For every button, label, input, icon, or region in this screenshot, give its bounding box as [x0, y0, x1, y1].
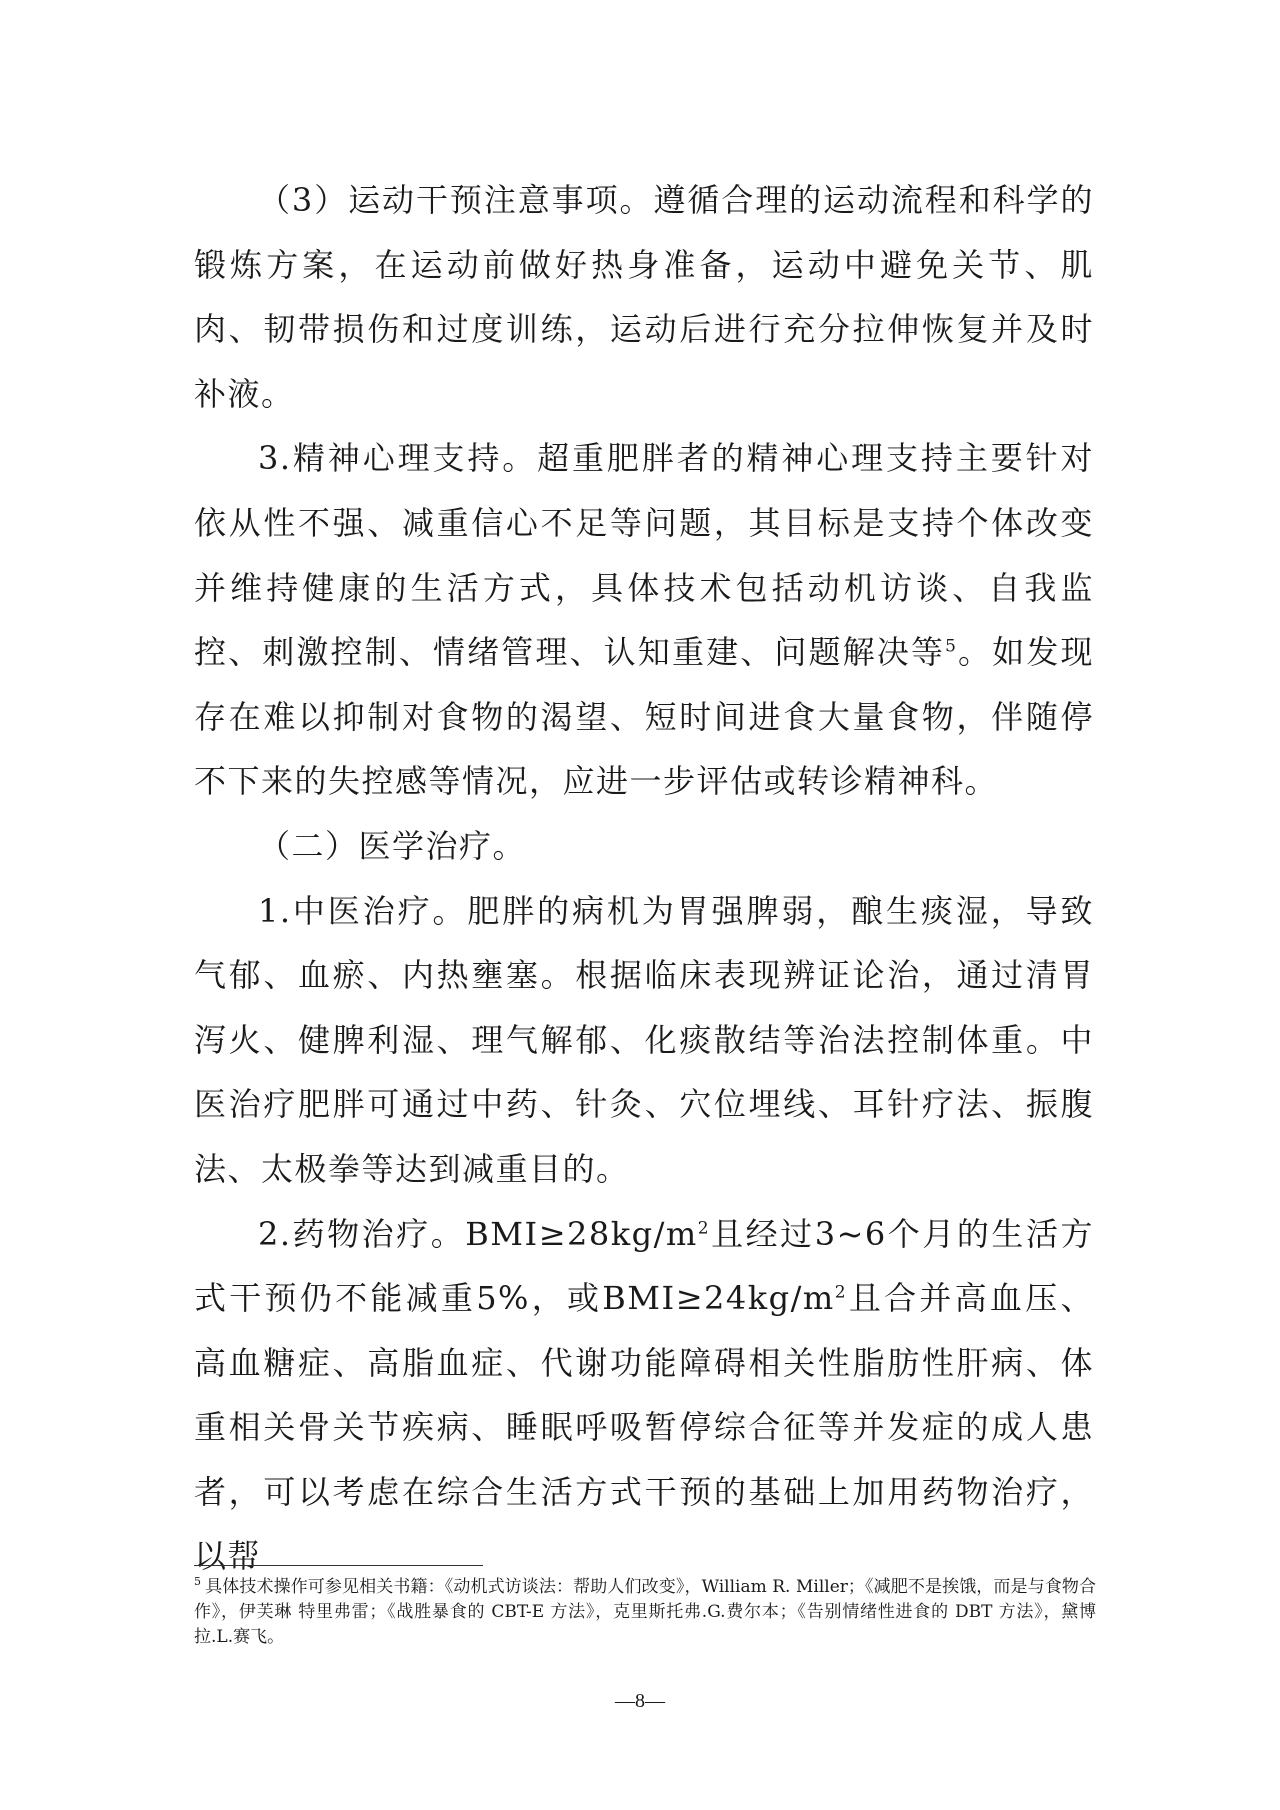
- paragraph-text: 。如发现存在难以抑制对食物的渴望、短时间进食大量食物，伴随停不下来的失控感等情况，应进一步评估或转诊精神科。: [194, 633, 1094, 801]
- footnote-marker: 5: [194, 1575, 201, 1589]
- paragraph-text: 且经过3~6个月的生活方式干预仍不能减重5%，或BMI≥24kg/m: [194, 1214, 1094, 1318]
- footnote-reference[interactable]: 5: [945, 636, 958, 657]
- footnote-text: 具体技术操作可参见相关书籍：《动机式访谈法：帮助人们改变》，William R. Miller；《减肥不是挨饿，而是与食物合作》，伊芙琳 特里弗雷；《战胜暴食的 CBT-E 方法》，克里斯托弗.G.费尔本；《告别情绪性进食的 DBT 方法》，黛博拉.L.赛飞。: [194, 1577, 1096, 1647]
- paragraph-text: 且合并高血压、高血糖症、高脂血症、代谢功能障碍相关性脂肪性肝病、体重相关骨关节疾病、睡眠呼吸暂停综合征等并发症的成人患者，可以考虑在综合生活方式干预的基础上加用药物治疗，以帮: [194, 1279, 1094, 1576]
- page-number: —8—: [615, 1690, 665, 1712]
- paragraph-text: 3.精神心理支持。超重肥胖者的精神心理支持主要针对依从性不强、减重信心不足等问题，其目标是支持个体改变并维持健康的生活方式，具体技术包括动机访谈、自我监控、刺激控制、情绪管理、认知重建、问题解决等: [194, 439, 1094, 672]
- superscript: 2: [697, 1217, 711, 1238]
- paragraph-exercise-precautions: [194, 168, 1094, 426]
- paragraph-tcm-treatment: [194, 879, 1094, 1202]
- superscript: 2: [834, 1282, 848, 1303]
- section-heading-medical-treatment: [194, 814, 1094, 879]
- footnote-divider: [194, 1565, 483, 1566]
- paragraph-text: 2.药物治疗。BMI≥28kg/m: [258, 1214, 698, 1253]
- paragraph-text: （3）运动干预注意事项。遵循合理的运动流程和科学的锻炼方案，在运动前做好热身准备，运动中避免关节、肌肉、韧带损伤和过度训练，运动后进行充分拉伸恢复并及时补液。: [194, 181, 1094, 413]
- paragraph-drug-treatment: [194, 1202, 1094, 1590]
- footnote: [194, 1575, 1096, 1650]
- body-text: [194, 168, 1094, 1589]
- paragraph-psychological-support: [194, 426, 1094, 814]
- paragraph-text: 1.中医治疗。肥胖的病机为胃强脾弱，酿生痰湿，导致气郁、血瘀、内热壅塞。根据临床表现辨证论治，通过清胃泻火、健脾利湿、理气解郁、化痰散结等治法控制体重。中医治疗肥胖可通过中药、针灸、穴位埋线、耳针疗法、振腹法、太极拳等达到减重目的。: [194, 891, 1094, 1188]
- heading-text: （二）医学治疗。: [258, 826, 527, 865]
